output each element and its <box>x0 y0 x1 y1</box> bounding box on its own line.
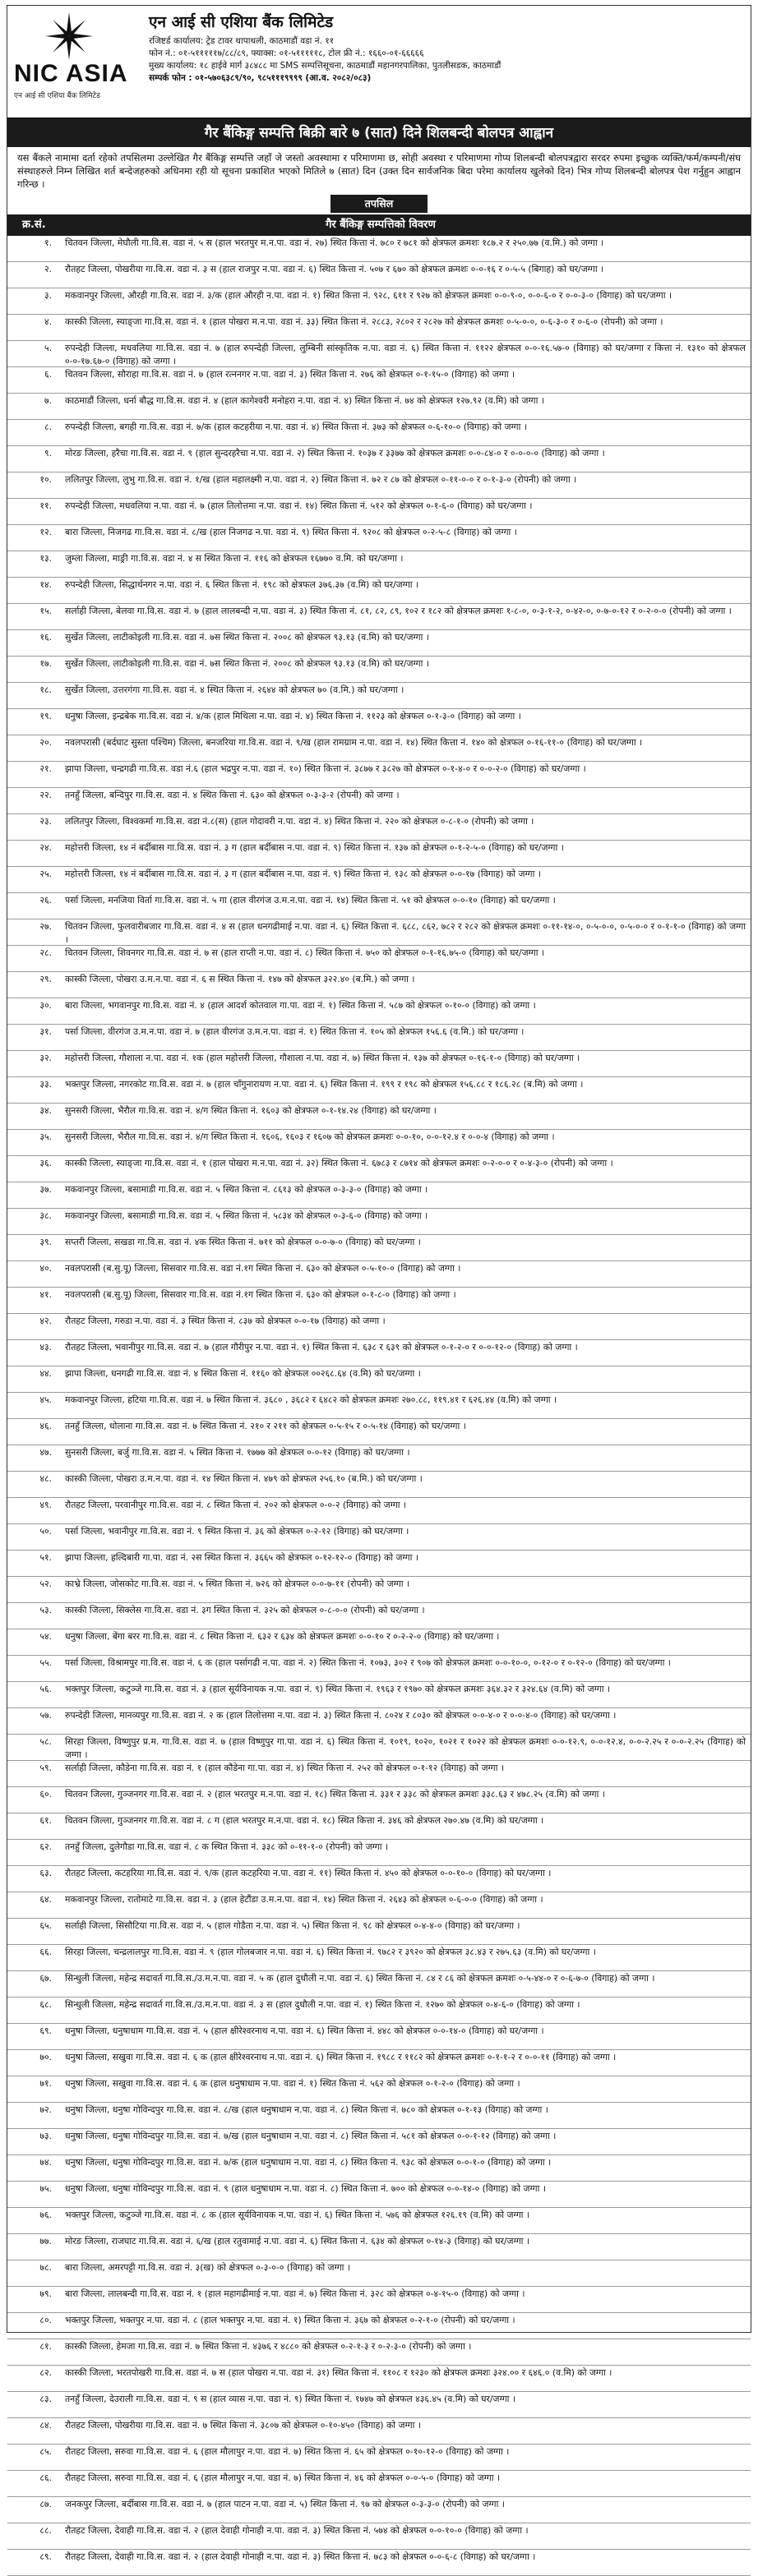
row-property-description: तनहुँ जिल्ला, बन्दिपुर गा.वि.स. वडा नं. ४ स्थित कित्ता नं. ६३० को क्षेत्रफल ०-३-३-२ (रोपनी) को जग्गा । <box>65 790 400 800</box>
row-serial-number: ७३. <box>39 2131 52 2141</box>
row-property-description: ललितपुर जिल्ला, लुभु गा.वि.स. वडा नं. १/ख (हाल महालक्ष्मी न.पा. वडा नं. २) स्थित कित्ता नं. ७२ र ८७ को क्षेत्रफल ०-११-०-० र ०-१-३-० (रोपनी) को जग्गा । <box>65 474 577 485</box>
row-serial-number: ८०. <box>39 2315 52 2325</box>
row-property-description: धनुषा जिल्ला, सखुवा गा.वि.स. वडा नं. ६ क (हाल धनुषाधाम न.पा. वडा नं. १) स्थित कित्ता नं. ५६२ को क्षेत्रफल ०-१-२-० (विगाह) को जग्गा । <box>65 2078 520 2089</box>
central-office: मुख्य कार्यालय: १८ हाईवे मार्ग ३८४८८ मा SMS सम्पत्तिसूचना, काठमाडौं महानगरपालिका, पुतलीसडक, काठमाडौं <box>149 61 501 71</box>
table-row <box>7 1892 751 1919</box>
table-row <box>7 1130 751 1156</box>
table-row <box>7 1735 751 1761</box>
row-serial-number: २४. <box>39 842 52 853</box>
bank-name: एन आई सी एशिया बैंक लिमिटेड <box>149 13 334 31</box>
row-serial-number: १. <box>44 237 52 248</box>
contact-line: सम्पर्क फोन : ०१-५७०६३८९/९०, ९८५१११९९९९ (आ.व. २०८२/०८३) <box>149 73 372 83</box>
row-property-description: कास्की जिल्ला, पोखरा उ.म.न.पा. वडा नं. १४ स्थित कित्ता नं. ४७९ को क्षेत्रफल २५६.१० (ब.मि.) को घर/जग्गा । <box>65 1473 423 1484</box>
row-serial-number: ६९. <box>39 2025 52 2036</box>
table-row <box>7 2208 751 2234</box>
row-property-description: रुपन्देही जिल्ला, सिद्धार्थनगर न.पा. वडा नं. ६ स्थित कित्ता नं. १९८ को क्षेत्रफल ३७६.३७ (व.मि) को घर/जग्गा । <box>65 579 419 590</box>
table-row <box>7 551 751 578</box>
row-serial-number: ४७. <box>39 1447 52 1458</box>
table-row <box>7 525 751 551</box>
table-row <box>7 1051 751 1077</box>
row-property-description: चितवन जिल्ला, गुञ्जनगर गा.वि.स. वडा नं. २ (हाल भरतपुर म.न.पा. वडा नं. १८) स्थित कित्ता नं. ३३१ र ३३८ को क्षेत्रफल क्रमशः ३३८.६३ र ४७८.२५ (व.मि) को जग्गा । <box>65 1789 605 1800</box>
table-row <box>7 2182 751 2208</box>
row-serial-number: १२. <box>39 527 52 537</box>
table-row <box>7 1840 751 1866</box>
table-row <box>7 735 751 762</box>
row-serial-number: ६५. <box>39 1920 52 1931</box>
table-row <box>7 341 751 367</box>
row-property-description: चितवन जिल्ला, सौराहा गा.वि.स. वडा नं. ७ (हाल रत्ननगर न.पा. वडा नं. ३) स्थित कित्ता नं. २७६ को क्षेत्रफल ०-१-१५-० (विगाह) को जग्गा । <box>65 369 515 380</box>
row-serial-number: ५६. <box>39 1684 52 1694</box>
row-serial-number: ३४. <box>39 1105 52 1116</box>
table-row <box>7 1498 751 1524</box>
row-property-description: ललितपुर जिल्ला, विश्वकर्मा गा.वि.स. वडा नं.८(स) (हाल गोदावरी न.पा. वडा नं. ४) स्थित कित्ता नं. २२० को क्षेत्रफल ०-८-१-० (रोपनी) को जग्गा । <box>65 816 534 827</box>
row-property-description: बारा जिल्ला, निजगढ गा.वि.स. वडा नं. ८/ख (हाल निजगढ न.पा. वडा नं. ९) स्थित कित्ता नं. ९२०८ को क्षेत्रफल ०-२-५-८ (विगाह) को जग्गा । <box>65 527 517 537</box>
row-serial-number: ४५. <box>39 1394 52 1405</box>
notice-title: गैर बैंकिङ्ग सम्पत्ति बिक्री बारे ७ (सात) दिने शिलबन्दी बोलपत्र आह्वान <box>7 119 751 147</box>
phone-line: फोन नं.: ०१-५१११११७/८८/८९, फ्याक्स: ०१-५१११११८, टोल फ्री नं.: १६६०-०१-६६६६६ <box>149 48 424 58</box>
table-row <box>7 1787 751 1813</box>
table-row <box>7 2523 751 2550</box>
table-row <box>7 1235 751 1261</box>
row-serial-number: २. <box>44 264 52 274</box>
row-property-description: चितवन जिल्ला, गुञ्जनगर गा.वि.स. वडा नं. ८ ग (हाल भरतपुर म.न.पा. वडा नं. १८) स्थित कित्ता नं. ३४६ को क्षेत्रफल २७०.४७ (व.मि) को घर/जग्गा । <box>65 1815 544 1826</box>
row-serial-number: ८८. <box>39 2525 52 2536</box>
registered-office: रजिष्टर्ड कार्यालय: ट्रेड टावर थापाथली, काठमाडौं वडा नं. ११ <box>149 36 335 46</box>
row-serial-number: ४१. <box>39 1289 52 1300</box>
row-serial-number: २१. <box>39 763 52 774</box>
table-row <box>7 2234 751 2260</box>
row-serial-number: ६८. <box>39 1999 52 2010</box>
table-row <box>7 1919 751 1945</box>
row-serial-number: ७. <box>44 395 52 406</box>
table-row <box>7 315 751 341</box>
table-row <box>7 2497 751 2523</box>
row-property-description: पर्सा जिल्ला, भवानीपुर गा.वि.स. वडा नं. ९ स्थित कित्ता नं. ३६ को क्षेत्रफल ०-२-१२ (विगाह) को घर/जग्गा । <box>65 1526 409 1537</box>
row-serial-number: ३७. <box>39 1184 52 1195</box>
row-serial-number: ६. <box>44 369 52 380</box>
row-property-description: सुर्खेत जिल्ला, लाटीकोइली गा.वि.स. वडा नं. ७स स्थित कित्ता नं. २००८ को क्षेत्रफल ९३.१३ (व.मि) को घर/जग्गा । <box>65 658 429 669</box>
row-property-description: धनुषा जिल्ला, बेंगा बरर गा.वि.स. वडा नं. ८ स्थित कित्ता नं. ६३२ र ६३४ को क्षेत्रफल क्रमशः ०-०-१० र ०-२-२-० (विगाह) को घर/जग्गा । <box>65 1631 500 1642</box>
row-serial-number: ६२. <box>39 1841 52 1852</box>
table-row <box>7 1025 751 1051</box>
row-property-description: मकवानपुर जिल्ला, औरही गा.वि.स. वडा नं. ३/क (हाल औरही न.पा. वडा नं. १) स्थित कित्ता नं. ९२८, ६११ र ९२७ को क्षेत्रफल क्रमशः ०-०-९-०, ०-०-६-० र ०-०-३-० (विगाह) को घर/जग्गा । <box>65 290 672 301</box>
row-property-description: चितवन जिल्ला, मेघौली गा.वि.स. वडा नं. ५ स (हाल भरतपुर म.न.पा. वडा नं. २७) स्थित कित्ता नं. ७८० र ७८१ को क्षेत्रफल क्रमशः १८७.२ र २५०.७७ (व.मि.) को जग्गा । <box>65 237 604 248</box>
table-row <box>7 2339 751 2366</box>
row-serial-number: ६६. <box>39 1947 52 1957</box>
table-row <box>7 394 751 420</box>
row-property-description: धनुषा जिल्ला, धनुषा गोविन्दपुर गा.वि.स. वडा नं. ७/ख (हाल धनुषाधाम न.पा. वडा नं. ८) स्थित कित्ता नं. ५८१ को क्षेत्रफल ०-०-१-१२ (विगाह) को जग्गा । <box>65 2131 557 2141</box>
row-property-description: सुनसरी जिल्ला, बर्जु गा.वि.स. वडा नं. ५ स्थित कित्ता नं. १७७७ को क्षेत्रफल ०-०-१२ (विगाह) को घर/जग्गा । <box>65 1447 410 1458</box>
table-row <box>7 762 751 788</box>
row-property-description: काठमाडौं जिल्ला, धर्ना बौद्ध गा.वि.स. वडा नं. ४ (हाल कागेश्वरी मनोहरा न.पा. वडा नं. ४) स्थित कित्ता नं. ७४ को क्षेत्रफल १२७.९२ (व.मि) को जग्गा । <box>65 395 544 406</box>
row-property-description: मोरङ जिल्ला, हरैचा गा.वि.स. वडा नं. ९ (हाल सुन्दरहरैचा न.पा. वडा नं. २) स्थित कित्ता नं. १०३७ र ३३७७ को क्षेत्रफल क्रमशः ०-०-८४-० र ०-०-०-० (विगाह) को जग्गा । <box>65 448 605 459</box>
row-property-description: जनकपुर जिल्ला, बर्दीबास गा.वि.स. वडा नं. ७ (हाल पाटन न.पा. वडा नं. ५) स्थित कित्ता नं. ९७ को क्षेत्रफल ०-३-३-० (रोपनी) को जग्गा । <box>65 2499 505 2509</box>
table-row <box>7 472 751 499</box>
table-row <box>7 1971 751 1998</box>
table-row <box>7 946 751 972</box>
row-property-description: मोरङ जिल्ला, राजघाट गा.वि.स. वडा नं. ६/ख (हाल रतुवामाई न.पा. वडा नं. ६) स्थित कित्ता नं. ६३४ को क्षेत्रफल ०-१४-३ (विगाह) को घर/जग्गा । <box>65 2236 529 2247</box>
table-row <box>7 1682 751 1708</box>
table-row <box>7 2076 751 2103</box>
row-property-description: रौतहट जिल्ला, कटहरिया गा.वि.स. वडा नं. ९/क (हाल कटहरिया न.पा. वडा नं. ११) स्थित कित्ता नं. ४५० को क्षेत्रफल ०-०-१०-० (विगाह) को घर/जग्गा । <box>65 1868 552 1878</box>
row-property-description: रौतहट जिल्ला, पोखरीया गा.वि.स. वडा नं. ३ स (हाल राजपुर न.पा. वडा नं. ६) स्थित कित्ता नं. ५०७ र ६७० को क्षेत्रफल क्रमशः ०-०-१६ र ०-५-५ (बिगाह) को घर/जग्गा । <box>65 264 604 274</box>
row-property-description: काभ्रे जिल्ला, जोसकोट गा.वि.स. वडा नं. ५ स्थित कित्ता नं. ७२६ को क्षेत्रफल ०-०-७-११ (रोपनी) को जग्गा । <box>65 1578 410 1589</box>
table-row <box>7 1998 751 2024</box>
row-serial-number: २६. <box>39 895 52 906</box>
row-serial-number: ३५. <box>39 1131 52 1142</box>
row-property-description: कास्की जिल्ला, स्याङ्जा गा.वि.स. वडा नं. १ (हाल पोखरा म.न.पा. वडा नं. ३२) स्थित कित्ता नं. ६७८३ र ८७१४ को क्षेत्रफल क्रमशः ०-२-०-० र ०-४-३-० (रोपनी) को जग्गा । <box>65 1158 613 1168</box>
row-serial-number: २७. <box>39 921 52 932</box>
table-row <box>7 288 751 315</box>
table-row <box>7 893 751 919</box>
row-serial-number: २०. <box>39 737 52 748</box>
table-row <box>7 1182 751 1209</box>
row-property-description: तनहुँ जिल्ला, देउराली गा.वि.स. वडा नं. ९ स (हाल व्यास न.पा. वडा नं. ९) स्थित कित्ता नं. १७४७ को क्षेत्रफल ४३६.४५ (व.मि) को घर/जग्गा । <box>65 2394 516 2404</box>
row-property-description: सर्लाही जिल्ला, बेलवा गा.वि.स. वडा नं. ७ (हाल लालबन्दी न.पा. वडा नं. ३) स्थित कित्ता नं. ८१, ८२, ८९, १०२ र १८२ को क्षेत्रफल क्रमशः १-८-०, ०-३-१-२, ०-४२-०, ०-७-०-१२ र ०-२-०-० (रोपनी) को जग्गा । <box>65 606 732 616</box>
row-property-description: झापा जिल्ला, धनगढी गा.वि.स. वडा नं. ४ स्थित कित्ता नं. ११६० को क्षेत्रफल ००२६८.६४ (व.मि) को घर/जग्गा । <box>65 1368 421 1379</box>
row-serial-number: ५८. <box>39 1736 52 1747</box>
row-serial-number: ४. <box>44 316 52 327</box>
row-serial-number: ५५. <box>39 1657 52 1668</box>
row-serial-number: ५. <box>44 343 52 353</box>
row-serial-number: ३१. <box>39 1026 52 1037</box>
row-serial-number: १६. <box>39 632 52 643</box>
table-row <box>7 657 751 683</box>
table-row <box>7 1629 751 1656</box>
row-serial-number: २२. <box>39 790 52 800</box>
table-row <box>7 1261 751 1288</box>
table-row <box>7 2103 751 2129</box>
table-row <box>7 2366 751 2392</box>
row-property-description: धनुषा जिल्ला, धनुषा गोविन्दपुर गा.वि.स. वडा नं. ८/ख (हाल धनुषाधाम न.पा. वडा नं. ८) स्थित कित्ता नं. ७८० को क्षेत्रफल ०-१-१३ (विगाह) को जग्गा । <box>65 2104 548 2115</box>
row-property-description: सिरहा जिल्ला, विष्णुपुर प्र.म. गा.वि.स. वडा नं. ७ (हाल विष्णुपुर गा.पा. वडा नं. ६) स्थित कित्ता नं. १०१९, १०२०, १०२१ र १०२२ को क्षेत्रफल क्रमशः ०-०-१२.९, ०-०-१२.४, ०-०-२.२५ र ०-०-२.२५ (विगाह) को जग्गा । <box>65 1736 746 1760</box>
row-serial-number: ४२. <box>39 1316 52 1326</box>
table-row <box>7 2024 751 2050</box>
row-serial-number: २५. <box>39 869 52 879</box>
row-serial-number: १५. <box>39 606 52 616</box>
row-serial-number: १०. <box>39 474 52 485</box>
row-serial-number: २९. <box>39 974 52 984</box>
property-list <box>7 236 751 2576</box>
row-property-description: धनुषा जिल्ला, धनुषाधाम गा.वि.स. वडा नं. ५ (हाल क्षीरेश्वरनाथ न.पा. वडा नं. ६) स्थित कित्ता नं. ४४८ को क्षेत्रफल ०-०-१४-० (विगाह) को घर/जग्गा । <box>65 2025 544 2036</box>
row-property-description: रौतहट जिल्ला, सरुवा गा.वि.स. वडा नं. ६ (हाल मौलापुर न.पा. वडा नं. ७) स्थित कित्ता नं. ४६ को क्षेत्रफल ०-०-५-० (विगाह) को जग्गा । <box>65 2472 501 2483</box>
row-serial-number: ३०. <box>39 1000 52 1011</box>
row-property-description: धनुषा जिल्ला, धनुषा गोविन्दपुर गा.वि.स. वडा नं. ७/क (हाल धनुषाधाम न.पा. वडा नं. ८) स्थित कित्ता नं. ९३८ को क्षेत्रफल ०-०-१-० (विगाह) को जग्गा । <box>65 2157 552 2168</box>
table-row <box>7 2471 751 2497</box>
row-serial-number: ६३. <box>39 1868 52 1878</box>
row-property-description: भक्तपुर जिल्ला, भक्तपुर न.पा. वडा नं. ८ (हाल भक्तपुर न.पा. वडा नं. १) स्थित कित्ता नं. ३६७ को क्षेत्रफल ०-२-१-० (रोपनी) को घर/जग्गा । <box>65 2315 515 2325</box>
row-property-description: झापा जिल्ला, हल्दिबारी गा.पा. वडा नं. २स स्थित कित्ता नं. ३६६५ को क्षेत्रफल ०-१२-१२-० (विगाह) को जग्गा । <box>65 1552 418 1563</box>
row-serial-number: १३. <box>39 553 52 564</box>
row-serial-number: ५४. <box>39 1631 52 1642</box>
table-row <box>7 1393 751 1419</box>
table-row <box>7 1340 751 1366</box>
table-row <box>7 841 751 867</box>
row-property-description: बारा जिल्ला, भगवानपुर गा.वि.स. वडा नं. ४ (हाल आदर्श कोतवाल गा.पा. वडा नं. १) स्थित कित्ता नं. ५८७ को क्षेत्रफल ०-१०-० (विगाह) को जग्गा । <box>65 1000 536 1011</box>
notice-intro: यस बैंकले नामामा दर्ता रहेको तपसिलमा उल्लेखित गैर बैंकिङ्ग सम्पत्ति जहाँ जे जस्तो अवस्थामा र परिमाणमा छ, सोही अवस्था र परिमाणमा गोप्य शिलबन्दी बोलपत्रद्वारा सरदर रुपमा इच्छुक व्यक्ति/फर्म/कम्पनी/संघ संस्थाहरुले निम्न लिखित शर्त बन्देजहरुको अधिनमा रही यो सूचना प्रकाशित भएको मितिले ७ (सात) दिन (उक्त दिन सार्वजनिक बिदा परेमा कार्यालय खुलेको दिन) भित्र गोप्य शिलबन्दी बोलपत्र पेश गर्नुहुन आह्वान गरिन्छ । <box>17 152 741 190</box>
row-property-description: पर्सा जिल्ला, मनजिया विर्ता गा.वि.स. वडा नं. ५ गा (हाल वीरगंज उ.म.न.पा. वडा नं. १४) स्थित कित्ता नं. ५१ को क्षेत्रफल ०-०-१० (विगाह) को घर/जग्गा । <box>65 895 556 906</box>
table-row <box>7 1577 751 1603</box>
row-property-description: मकवानपुर जिल्ला, बसामाडी गा.वि.स. वडा नं. ५ स्थित कित्ता नं. ८६१३ को क्षेत्रफल ०-३-३-० (विगाह) को जग्गा । <box>65 1184 428 1195</box>
letterhead <box>7 6 751 119</box>
row-serial-number: ७०. <box>39 2052 52 2062</box>
row-property-description: तनहुँ जिल्ला, धोलाना गा.वि.स. वडा नं. ७ स्थित कित्ता नं. २१० र २११ को क्षेत्रफल ०-५-१५ र ०-५-१४ (विगाह) को घर/जग्गा । <box>65 1421 466 1431</box>
row-serial-number: २८. <box>39 947 52 958</box>
table-row <box>7 2313 751 2339</box>
column-header-description: गैर बैंकिङ्ग सम्पत्तिको विवरण <box>326 219 436 231</box>
row-serial-number: ८४. <box>39 2420 52 2431</box>
row-property-description: कास्की जिल्ला, सिक्लेस गा.वि.स. वडा नं. ३ग स्थित कित्ता नं. ३२५ को क्षेत्रफल ०-८-०-० (रोपनी) को घर/जग्गा । <box>65 1605 425 1615</box>
row-serial-number: ३२. <box>39 1053 52 1063</box>
row-property-description: धनुषा जिल्ला, सखुवा गा.वि.स. वडा नं. ६ क (हाल क्षीरेश्वरनाथ न.पा. वडा नं. ६) स्थित कित्ता नं. १९८८ र ११८२ को क्षेत्रफल क्रमशः ०-१-१-२ र ०-०-११ (विगाह) को जग्गा । <box>65 2052 617 2062</box>
bank-contact-info <box>137 11 744 85</box>
row-property-description: मकवानपुर जिल्ला, बसामाडी गा.वि.स. वडा नं. ५ स्थित कित्ता नं. ५८३४ को क्षेत्रफल ०-३-६-० (विगाह) को जग्गा । <box>65 1210 428 1221</box>
table-row <box>7 709 751 735</box>
table-row <box>7 262 751 288</box>
row-property-description: रुपन्देही जिल्ला, बगही गा.वि.स. वडा नं. ७/क (हाल कटहरीया न.पा. वडा नं. ४) स्थित कित्ता नं. ३७३ को क्षेत्रफल ०-६-१०-० (विगाह) को जग्गा । <box>65 422 527 432</box>
row-serial-number: ४४. <box>39 1368 52 1379</box>
row-serial-number: २३. <box>39 816 52 827</box>
row-property-description: रौतहट जिल्ला, भवानीपुर गा.वि.स. वडा नं. ७ (हाल गौरीपुर न.पा. वडा नं. १) स्थित कित्ता नं. ६३८ र ६३९ को क्षेत्रफल ०-१-२-० र ०-०-१२-० (विगाह) को जग्गा । <box>65 1342 578 1353</box>
table-row <box>7 1761 751 1787</box>
row-property-description: धनुषा जिल्ला, इन्द्रबेक गा.वि.स. वडा नं. ४/क (हाल मिथिला न.पा. वडा नं. ४) स्थित कित्ता नं. ११२३ को क्षेत्रफल ०-१-३-० (विगाह) को जग्गा । <box>65 711 521 721</box>
row-property-description: पर्सा जिल्ला, विश्रामपुर गा.वि.स. वडा नं. ६ क (हाल पर्सागढी न.पा. वडा नं. २) स्थित कित्ता नं. १०७३, ३०२ र ९०७ को क्षेत्रफल क्रमशः ०-०-१०-०, ०-१२-० र ०-१२-० (विगाह) को घर/जग्गा । <box>65 1657 671 1668</box>
row-property-description: झापा जिल्ला, चन्द्रगढी गा.वि.स. वडा नं.६ (हाल भद्रपुर न.पा. वडा नं. १०) स्थित कित्ता नं. ३८७७ र ३८२७ को क्षेत्रफल ०-१-४-० र ०-०-२-० (विगाह) को घर/जग्गा । <box>65 763 586 774</box>
row-serial-number: ५९. <box>39 1763 52 1773</box>
row-serial-number: ४०. <box>39 1263 52 1274</box>
row-serial-number: ३. <box>44 290 52 301</box>
row-serial-number: ३६. <box>39 1158 52 1168</box>
table-row <box>7 1366 751 1393</box>
row-property-description: रौतहट जिल्ला, परवानीपुर गा.वि.स. वडा नं. ८ स्थित कित्ता नं. २०२ को क्षेत्रफल ०-०-२ (विगाह) को जग्गा । <box>65 1500 407 1510</box>
row-property-description: महोत्तरी जिल्ला, १४ नं बर्दीबास गा.वि.स. वडा नं. ३ ग (हाल बर्दीबास न.पा. वडा नं. ९) स्थित कित्ता नं. १३७ को क्षेत्रफल ०-१-२-५-० (विगाह) को घर/जग्गा । <box>65 842 564 853</box>
row-property-description: कास्की जिल्ला, स्याङ्जा गा.वि.स. वडा नं. १ (हाल पोखरा म.न.पा. वडा नं. ३३) स्थित कित्ता नं. २८८३, २८०२ र २८२७ को क्षेत्रफल क्रमशः ०-५-०-०, ०-६-३-० र ०-६-० (रोपनी) को जग्गा । <box>65 316 663 327</box>
row-property-description: रुपन्देही जिल्ला, मधवलिया न.पा. वडा नं. ७ (हाल तिलोत्तमा न.पा. वडा नं. १४) स्थित कित्ता नं. ५१२ को क्षेत्रफल ०-१-६-० (विगाह) को घर/जग्गा । <box>65 500 533 511</box>
table-row <box>7 1156 751 1182</box>
table-row <box>7 1077 751 1104</box>
row-property-description: सुर्खेत जिल्ला, उत्तरगंगा गा.वि.स. वडा नं. ४ स्थित कित्ता नं. २६४४ को क्षेत्रफल ७० (व.मि.) को घर/जग्गा । <box>65 684 404 695</box>
row-property-description: कास्की जिल्ला, हेमजा गा.वि.स. वडा नं. ७ स्थित कित्ता नं. ४३७६ र ४८८० को क्षेत्रफल ०-२-१-३ र ०-२-३-० (रोपनी) को जग्गा । <box>65 2341 472 2352</box>
row-serial-number: ६४. <box>39 1894 52 1905</box>
row-serial-number: ६७. <box>39 1973 52 1984</box>
table-row <box>7 788 751 814</box>
table-row <box>7 1603 751 1629</box>
table-row <box>7 2287 751 2313</box>
row-property-description: भक्तपुर जिल्ला, नगरकोट गा.वि.स. वडा नं. ७ (हाल चाँगुनारायण न.पा. वडा नं. ६) स्थित कित्ता नं. १९९ र १९८ को क्षेत्रफल १५६.८८ र १८६.२८ (ब.मि) को जग्गा । <box>65 1079 584 1090</box>
row-serial-number: १४. <box>39 579 52 590</box>
row-serial-number: ५०. <box>39 1526 52 1537</box>
row-serial-number: ९. <box>44 448 52 459</box>
row-serial-number: ८५. <box>39 2446 52 2457</box>
row-serial-number: ४६. <box>39 1421 52 1431</box>
row-serial-number: ८९. <box>39 2551 52 2562</box>
table-row <box>7 2418 751 2445</box>
row-property-description: सुनसरी जिल्ला, भैरौल गा.वि.स. वडा नं. ४/ग स्थित कित्ता नं. १६०३ को क्षेत्रफल ०-१-१४.२४ (विगाह) को घर/जग्गा । <box>65 1105 437 1116</box>
table-row <box>7 1813 751 1840</box>
table-row <box>7 919 751 946</box>
row-property-description: भक्तपुर जिल्ला, कटुञ्जे गा.वि.स. वडा नं. ३ (हाल सूर्यविनायक न.पा. वडा नं. ९) स्थित कित्ता नं. १९६३ र १९७० को क्षेत्रफल क्रमशः ३६४.३२ र ३२४.६४ (व.मि) को जग्गा । <box>65 1684 611 1694</box>
row-serial-number: ३९. <box>39 1237 52 1247</box>
row-property-description: मकवानपुर जिल्ला, रातोमाटे गा.वि.स. वडा नं. ३ (हाल हेटौंडा उ.म.न.पा. वडा नं. १४) स्थित कित्ता नं. २६४३ को क्षेत्रफल ०-६-०-० (विगाह) को जग्गा । <box>65 1894 543 1905</box>
row-serial-number: ८३. <box>39 2394 52 2404</box>
row-property-description: धनुषा जिल्ला, धनुषा गोविन्दपुर गा.वि.स. वडा नं. ९ (हाल धनुषाधाम न.पा. वडा नं. ८) स्थित कित्ता नं. ७०० को क्षेत्रफल ०-०-१४-० (विगाह) को जग्गा । <box>65 2183 546 2194</box>
table-row <box>7 420 751 446</box>
logo-tagline: एन आई सी एशिया बैंक लिमिटेड <box>14 92 100 100</box>
table-row <box>7 1656 751 1682</box>
row-property-description: महोत्तरी जिल्ला, १४ नं बर्दीबास गा.वि.स. वडा नं. ३ ग (हाल बर्दीबास न.पा. वडा नं. ९) स्थित कित्ता नं. १३८ को क्षेत्रफल ०-०-१७ (विगाह) को जग्गा । <box>65 869 541 879</box>
table-row <box>7 2445 751 2471</box>
row-property-description: रौतहट जिल्ला, गरुडा न.पा. वडा नं. ३ स्थित कित्ता नं. ८३७ को क्षेत्रफल ०-०-१७ (विगाह) को जग्गा । <box>65 1316 386 1326</box>
table-row <box>7 2155 751 2182</box>
table-row <box>7 1945 751 1971</box>
row-property-description: रौतहट जिल्ला, सरुवा गा.वि.स. वडा नं. ६ (हाल मौलापुर न.पा. वडा नं. ७) स्थित कित्ता नं. ६५ को क्षेत्रफल ०-१०-१२-० (विगाह) को जग्गा । <box>65 2446 510 2457</box>
row-property-description: सर्लाही जिल्ला, कौडेना गा.वि.स. वडा नं. १ (हाल कौडेना गा.पा. वडा नं. ४) स्थित कित्ता नं. २५२ को क्षेत्रफल ०-१-१२ (विगाह) को जग्गा । <box>65 1763 504 1773</box>
table-row <box>7 2550 751 2576</box>
table-row <box>7 1209 751 1235</box>
row-property-description: सुनसरी जिल्ला, भैरौल गा.वि.स. वडा नं. ४/ग स्थित कित्ता नं. १६०६, १६०३ र १६०७ को क्षेत्रफल क्रमशः ०-०-१०, ०-०-१२.४ र ०-०-४ (विगाह) को जग्गा । <box>65 1131 555 1142</box>
table-header <box>7 214 751 236</box>
row-serial-number: ४९. <box>39 1500 52 1510</box>
row-property-description: तनहुँ जिल्ला, दुलेगौडा गा.वि.स. वडा नं. ८ क स्थित कित्ता नं. ३३८ को ०-११-१-० (रोपनी) को जग्गा । <box>65 1841 389 1852</box>
row-serial-number: ६०. <box>39 1789 52 1800</box>
row-property-description: पर्सा जिल्ला, वीरगंज उ.म.न.पा. वडा नं. ७ (हाल वीरगंज उ.म.न.पा. वडा नं. १) स्थित कित्ता नं. १०५ को क्षेत्रफल १५६.६ (व.मि.) को घर/जग्गा । <box>65 1026 525 1037</box>
table-row <box>7 1314 751 1340</box>
row-property-description: कास्की जिल्ला, भरतपोखरी गा.वि.स. वडा नं. ७ स (हाल पोखरा न.पा. वडा नं. ३१) स्थित कित्ता नं. ११०८ र १२३० को क्षेत्रफल क्रमशः ३२४.०० र ६४६.० (व.मि) को जग्गा । <box>65 2367 612 2378</box>
row-property-description: मकवानपुर जिल्ला, हटिया गा.वि.स. वडा नं. ७ स्थित कित्ता नं. ३६८० , ३६८२ र ६४८२ को क्षेत्रफल क्रमशः २७०.८८, ११९.४१ र ६२६.४४ (व.मि) को जग्गा । <box>65 1394 557 1405</box>
row-property-description: सिरहा जिल्ला, चन्द्रलालपुर गा.वि.स. वडा नं. ९ (हाल गोलबजार न.पा. वडा नं. ६) स्थित कित्ता नं. ९७८२ र ३९२० को क्षेत्रफल ३८.४३ र २७५.६३ (व.मि) को घर/जग्गा । <box>65 1947 596 1957</box>
row-serial-number: ८. <box>44 422 52 432</box>
row-serial-number: ७१. <box>39 2078 52 2089</box>
schedule-label: तपसिल <box>330 195 428 213</box>
row-serial-number: ७९. <box>39 2288 52 2299</box>
row-serial-number: ८१. <box>39 2341 52 2352</box>
row-property-description: नवलपरासी (ब.सु.पू) जिल्ला, सिसवार गा.वि.स. वडा नं.१ग स्थित कित्ता नं. ६३० को क्षेत्रफल ०-१-८-० (विगाह) को जग्गा । <box>65 1289 456 1300</box>
table-row <box>7 446 751 472</box>
row-property-description: बारा जिल्ला, अमरपट्टी गा.वि.स. वडा नं. ३(ख) को क्षेत्रफल ०-३-०-० (विगाह) को जग्गा । <box>65 2262 350 2273</box>
table-row <box>7 1288 751 1314</box>
table-row <box>7 2260 751 2287</box>
row-serial-number: १७. <box>39 658 52 669</box>
table-row <box>7 499 751 525</box>
row-serial-number: ७८. <box>39 2262 52 2273</box>
row-serial-number: ७४. <box>39 2157 52 2168</box>
row-property-description: रुपन्देही जिल्ला, मानव्यपुर गा.वि.स. वडा नं. २ क (हाल तिलोत्तमा न.पा. वडा नं. ३) स्थित कित्ता नं. ८०२४ र ८०३० को क्षेत्रफल ०-०-४-० र ०-०-४-० (विगाह) को घर/जग्गा । <box>65 1710 617 1721</box>
table-row <box>7 578 751 604</box>
row-property-description: सप्तरी जिल्ला, सखडा गा.वि.स. वडा नं. ४क स्थित कित्ता नं. ७११ को क्षेत्रफल ०-०-७-० (विगाह) को घर/जग्गा । <box>65 1237 421 1247</box>
notice-page <box>7 5 751 2562</box>
row-serial-number: ८२. <box>39 2367 52 2378</box>
row-property-description: महोत्तरी जिल्ला, गौशाला न.पा. वडा नं. १क (हाल महोत्तरी जिल्ला, गौशाला न.पा. वडा नं. ७) स्थित कित्ता नं. १३७ को क्षेत्रफल ०-१६-१-० (विगाह) को घर/जग्गा । <box>65 1053 580 1063</box>
row-property-description: रौतहट जिल्ला, देवाही गा.वि.स. वडा नं. २ (हाल देवाही गोनाही न.पा. वडा नं. ३) स्थित कित्ता नं. ५७४ को क्षेत्रफल ०-०-१०-० (विगाह) को जग्गा । <box>65 2525 529 2536</box>
row-property-description: चितवन जिल्ला, शिवनगर गा.वि.स. वडा नं. ७ स (हाल राप्ती न.पा. वडा नं. ८) स्थित कित्ता नं. ७५० को क्षेत्रफल ०-१-१६.७५-० (विगाह) को घर/जग्गा । <box>65 947 545 958</box>
row-property-description: कास्की जिल्ला, पोखरा उ.म.न.पा. वडा नं. ६ स स्थित कित्ता नं. १४७ को क्षेत्रफल ३२२.४० (ब.मि.) को जग्गा । <box>65 974 415 984</box>
table-row <box>7 972 751 998</box>
table-row <box>7 1708 751 1735</box>
row-property-description: नवलपरासी (ब.सु.पू) जिल्ला, सिसवार गा.वि.स. वडा नं.१ग स्थित कित्ता नं. ६३० को क्षेत्रफल ०-५-१०-० (विगाह) को जग्गा । <box>65 1263 461 1274</box>
row-serial-number: ७५. <box>39 2183 52 2194</box>
row-serial-number: ४३. <box>39 1342 52 1353</box>
logo-wordmark: NIC ASIA <box>14 60 128 87</box>
table-row <box>7 1472 751 1498</box>
row-property-description: सिन्धुली जिल्ला, महेन्द्र सदावर्त गा.वि.स./उ.म.न.पा. वडा नं. ३ स (हाल दुधौली न.पा. वडा नं. १) स्थित कित्ता नं. १२७० को क्षेत्रफल ०-४-६-० (विगाह) को जग्गा । <box>65 1999 580 2010</box>
table-row <box>7 683 751 709</box>
row-property-description: रौतहट जिल्ला, देवाही गा.वि.स. वडा नं. २ (हाल देवाही गोनाही न.पा. वडा नं. ३) स्थित कित्ता नं. ७८३ को क्षेत्रफल ०-०-६-८ (विगाह) को घर/जग्गा । <box>65 2551 536 2562</box>
row-serial-number: १९. <box>39 711 52 721</box>
table-row <box>7 1419 751 1445</box>
table-row <box>7 998 751 1025</box>
table-row <box>7 1524 751 1551</box>
row-serial-number: ३८. <box>39 1210 52 1221</box>
row-serial-number: ७६. <box>39 2210 52 2220</box>
row-serial-number: ७७. <box>39 2236 52 2247</box>
table-row <box>7 1866 751 1892</box>
row-serial-number: ५७. <box>39 1710 52 1721</box>
row-property-description: सर्लाही जिल्ला, सिसौटिया गा.वि.स. वडा नं. ५ (हाल गोडैता न.पा. वडा नं. ५) स्थित कित्ता नं. ९८ को क्षेत्रफल ०-४-४-० (विगाह) को घर/जग्गा । <box>65 1920 520 1931</box>
row-serial-number: ३३. <box>39 1079 52 1090</box>
row-serial-number: ४८. <box>39 1473 52 1484</box>
table-row <box>7 814 751 841</box>
row-serial-number: ११. <box>39 500 52 511</box>
table-row <box>7 2129 751 2155</box>
row-property-description: रौतहट जिल्ला, पोखरीया गा.वि.स. वडा नं. ७ स्थित कित्ता नं. ३८०७ को क्षेत्रफल ०-१०-४५० (विगाह) को जग्गा । <box>65 2420 421 2431</box>
column-header-sn: क्र.सं. <box>22 219 46 231</box>
row-serial-number: ७२. <box>39 2104 52 2115</box>
table-row <box>7 630 751 657</box>
row-property-description: चितवन जिल्ला, फुलवारीबजार गा.वि.स. वडा नं. ४ स (हाल धनगढीमाई न.पा. वडा नं. ६) स्थित कित्ता नं. ६८८, ८६२, ७८२ र २८२ को क्षेत्रफल क्रमशः ०-११-१४-०, ०-५-०-०, ०-५-०-० र ०-१-१-० (विगाह) को जग्गा । <box>65 921 746 945</box>
table-row <box>7 367 751 394</box>
row-serial-number: ६१. <box>39 1815 52 1826</box>
row-property-description: जुम्ला जिल्ला, माङ्री गा.वि.स. वडा नं. ४ स स्थित कित्ता नं. ११६ को क्षेत्रफल १६७७० व.मि. को घर/जग्गा । <box>65 553 404 564</box>
row-property-description: बारा जिल्ला, लालबन्दी गा.वि.स. वडा नं. १ (हाल महागढीमाई न.पा. वडा नं. ७) स्थित कित्ता नं. ३२८ को क्षेत्रफल ०-४-१५-० (विगाह) को जग्गा । <box>65 2288 525 2299</box>
table-row <box>7 1445 751 1472</box>
table-row <box>7 1551 751 1577</box>
row-property-description: सिन्धुली जिल्ला, महेन्द्र सदावर्त गा.वि.स./उ.म.न.पा. वडा नं. ५ क (हाल दुधौली न.पा. वडा नं. ६) स्थित कित्ता नं. ८४ र ८६ को क्षेत्रफल क्रमशः ०-५-४४-० र ०-६-७-० (विगाह) को जग्गा । <box>65 1973 655 1984</box>
row-serial-number: ८७. <box>39 2499 52 2509</box>
table-row <box>7 604 751 630</box>
row-serial-number: १८. <box>39 684 52 695</box>
table-row <box>7 867 751 893</box>
row-property-description: भक्तपुर जिल्ला, कटुञ्जे गा.वि.स. वडा नं. ८ क (हाल सूर्यविनायक न.पा. वडा नं. ६) स्थित कित्ता नं. ५७६ को क्षेत्रफल १२६.१९ (व.मि) को जग्गा । <box>65 2210 529 2220</box>
table-row <box>7 2050 751 2076</box>
row-serial-number: ५१. <box>39 1552 52 1563</box>
nic-asia-star-icon <box>44 11 95 62</box>
row-property-description: सुर्खेत जिल्ला, लाटीकोइली गा.वि.स. वडा नं. ७स स्थित कित्ता नं. २००८ को क्षेत्रफल ९३.१३ (व.मि) को घर/जग्गा । <box>65 632 429 643</box>
row-property-description: नवलपरासी (बर्दघाट सुस्ता पश्चिम) जिल्ला, बनजरिया गा.वि.स. वडा नं. ९/ख (हाल रामग्राम न.पा. वडा नं. १४) स्थित कित्ता नं. १४० को क्षेत्रफल ०-१६-११-० (विगाह) को घर/जग्गा । <box>65 737 643 748</box>
row-serial-number: ८६. <box>39 2472 52 2483</box>
table-row <box>7 1104 751 1130</box>
row-serial-number: ५२. <box>39 1578 52 1589</box>
row-serial-number: ५३. <box>39 1605 52 1615</box>
bank-logo-block <box>14 11 137 100</box>
table-row <box>7 236 751 262</box>
table-row <box>7 2392 751 2418</box>
row-property-description: रुपन्देही जिल्ला, मधवलिया गा.वि.स. वडा नं. ७ (हाल रुपन्देही जिल्ला, लुम्बिनी सांस्कृतिक न.पा. वडा नं. ६) स्थित कित्ता नं. ११२२ क्षेत्रफल ०-०-१६.५७-० (विगाह) को घर/जग्गा र कित्ता नं. १३१० को क्षेत्रफल ०-०-१७.६७-० (विगाह) को जग्गा । <box>65 343 746 366</box>
